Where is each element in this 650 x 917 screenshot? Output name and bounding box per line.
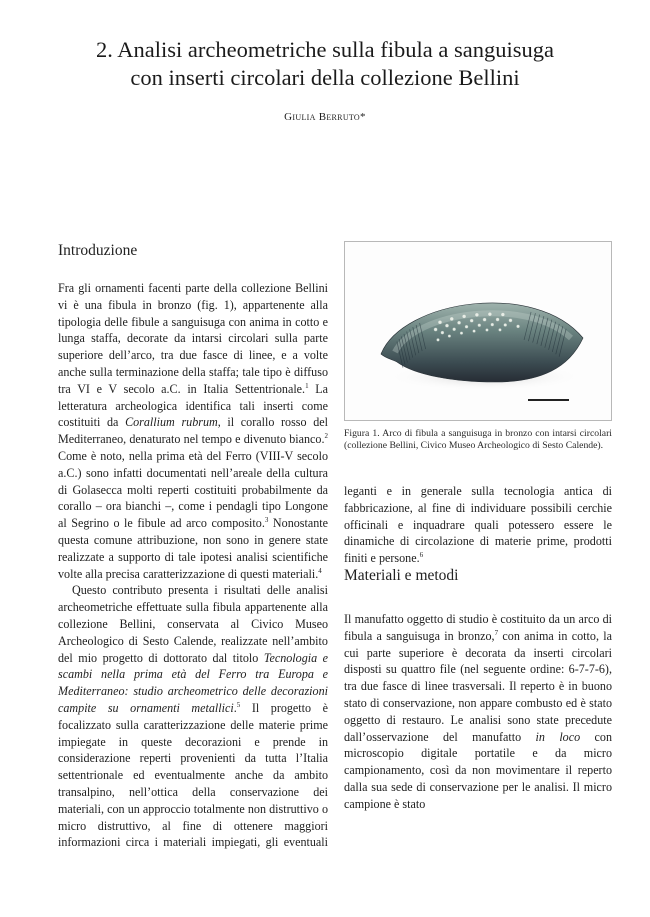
italic-text: decorazioni xyxy=(270,684,328,699)
inlay-dot xyxy=(460,332,463,335)
inlay-dot xyxy=(441,331,444,334)
intro-paragraph-1: Fra gli ornamenti facenti parte della collezione Bellini vi è una fibula in bronzo (fig. 1), appartenente alla tipologia delle fibule a sanguisuga con anima in cotto e lunga staffa, decorate da intarsi circolari sulla parte superiore dell’arco, tra due fasce di linee, e a volte anche sulla terminazione della staffa; tale tipo è diffuso tra VI e V secolo a.C. in Italia Settentrionale.$^1$ La letteratura archeologica identifica tali inserti come costituiti da Corallium rubrum, il corallo rosso del Mediterraneo, denaturato nel tempo e divenuto bianco.$^2$ Come è noto, nella prima età del Ferro (VIII-V secolo a.C.) sono infatti documentati nell’areale della cultura di Golasecca molti reperti costituiti probabilmente da corallo – ora bianchi –, come i pendagli tipo Longone al Segrino o le fibule ad arco composito.$^3$ Nonostante questa comune attribuzione, non sono in genere state realizzate a supporto di tale ipotesi analisi scientifiche volte alla precisa caratterizzazione di questi materiali.$^4$ xyxy=(58,281,328,581)
inlay-dot xyxy=(437,338,440,341)
italic-text: del xyxy=(195,667,210,682)
italic-text: Europa xyxy=(278,667,314,682)
italic-text: prima xyxy=(133,667,163,682)
title-line-1: 2. Analisi archeometriche sulla fibula a sanguisuga xyxy=(96,37,554,62)
intro-paragraph-2-continuation: leganti e in generale sulla tecnologia antica di fabbricazione, al fine di individuare possibili cerchie officinali e inquadrare quali potessero essere le dinamiche di circolazione di materie prime, prodotti finiti e persone.$^6$ xyxy=(344,484,612,566)
inlay-dot xyxy=(478,324,481,327)
italic-text: nella xyxy=(101,667,126,682)
inlay-dot xyxy=(496,318,500,322)
italic-text: e xyxy=(322,667,329,682)
materiali-paragraph-1: Il manufatto oggetto di studio è costituito da un arco di fibula a sanguisuga in bronzo,$^7$ con anima in cotto, la cui parte superiore è decorata da inserti circolari disposti su quattro file (nel seguente ordine: 6-7-7-6), tra due fasce di linee trasversali. Il reperto è in buono stato di conservazione, non appare combusto ed è stato oggetto di restauro. Le analisi sono state precedute dall’osservazione del manufatto in loco con microscopio digitale portatile e da micro campionamento, così da non movimentare il reperto dalla sua sede di conservazione per le analisi. Il micro campione è stato xyxy=(344,611,613,811)
figure-1-photo xyxy=(344,241,612,421)
italic-text: campite xyxy=(58,700,97,715)
italic-text: metallici xyxy=(191,700,234,715)
inlay-dot xyxy=(473,330,476,333)
italic-text xyxy=(246,667,255,681)
section-heading-introduzione: Introduzione xyxy=(58,242,138,259)
left-column xyxy=(58,242,328,851)
italic-text: Corallium rubrum xyxy=(125,415,218,430)
italic-text: studio xyxy=(133,684,163,699)
italic-text xyxy=(125,667,134,681)
italic-text: tra xyxy=(255,667,270,682)
italic-text xyxy=(92,667,101,681)
author-line xyxy=(0,111,650,123)
italic-text: su xyxy=(107,700,119,715)
section-heading-materiali: Materiali e metodi xyxy=(344,566,459,584)
inlay-dot xyxy=(509,319,513,323)
inlay-dot xyxy=(499,328,502,331)
italic-text xyxy=(186,667,195,681)
inlay-dot xyxy=(453,328,456,331)
inlay-dot xyxy=(501,313,505,317)
inlay-dot xyxy=(486,329,489,332)
italic-text: scambi xyxy=(58,667,93,682)
italic-text xyxy=(96,701,108,715)
italic-text: in loco xyxy=(535,729,581,744)
inlay-dot xyxy=(457,321,461,325)
footnote-ref: 6 xyxy=(419,551,424,560)
title-line-2: con inserti circolari della collezione Bellini xyxy=(130,65,520,90)
footnote-ref: 4 xyxy=(318,566,322,575)
inlay-dot xyxy=(516,325,519,328)
inlay-dot xyxy=(450,317,454,321)
author-footnote-mark: * xyxy=(360,111,366,123)
author-name: Giulia Berruto xyxy=(284,111,361,123)
inlay-dot xyxy=(434,328,438,332)
inlay-dot xyxy=(483,318,487,322)
footnote-ref: 2 xyxy=(324,432,328,441)
footnote-ref: 7 xyxy=(494,628,499,637)
inlay-dot xyxy=(470,319,474,323)
fibula-image xyxy=(345,242,611,420)
inlay-dot xyxy=(465,325,468,328)
intro-paragraph-2: Questo contributo presenta i risultati delle analisi archeometriche effettuate sulla fibula appartenente alla collezione Bellini, conservata al Civico Museo Archeologico di Sesto Calende, realizzate nell’ambito del mio progetto di dottorato dal titolo Tecnologia e scambi nella prima età del Ferro tra Europa e Mediterraneo: studio archeometrico delle decorazioni campite su ornamenti metallici.$^5$ Il progetto è focalizzato sulla caratterizzazione delle materie prime impiegate in queste decorazioni e prende in considerazione reperti provenienti da tutta l’Italia settentrionale ed eventualmente anche da ambito transalpino, nell’ottica della conservazione dei materiali, con un approccio totalmente non distruttivo o micro distruttivo, al fine di ottenere maggiori informazioni circa i materiali impiegati, gli eventuali xyxy=(58,583,329,850)
italic-text xyxy=(180,701,192,715)
italic-text: Tecnologia xyxy=(263,650,318,665)
italic-text xyxy=(210,667,219,681)
inlay-dot xyxy=(488,312,492,316)
italic-text: e xyxy=(322,650,329,665)
italic-text: archeometrico xyxy=(167,684,238,699)
italic-text: ornamenti xyxy=(130,700,180,715)
figure-1-caption: Figura 1. Arco di fibula a sanguisuga in bronzo con intarsi circolari (collezione Bellini, Civico Museo Archeologico di Sesto Calende). xyxy=(344,428,612,452)
inlay-dot xyxy=(438,320,442,324)
italic-text xyxy=(163,667,172,681)
italic-text: Ferro xyxy=(218,667,247,682)
inlay-dot xyxy=(445,324,449,328)
footnote-ref: 3 xyxy=(264,516,269,525)
italic-text xyxy=(269,667,278,681)
italic-text xyxy=(314,667,323,681)
inlay-dot xyxy=(448,335,451,338)
italic-text: delle xyxy=(242,684,267,699)
inlay-dot xyxy=(462,314,466,318)
italic-text: Mediterraneo: xyxy=(58,684,129,699)
right-column xyxy=(344,483,612,813)
footnote-ref: 1 xyxy=(305,381,309,390)
footnote-ref: 5 xyxy=(236,700,241,709)
inlay-dot xyxy=(491,323,494,326)
inlay-dot xyxy=(475,313,479,317)
italic-text xyxy=(119,701,131,715)
inlay-dot xyxy=(504,323,507,326)
article-title xyxy=(40,36,610,92)
italic-text: età xyxy=(171,667,187,682)
